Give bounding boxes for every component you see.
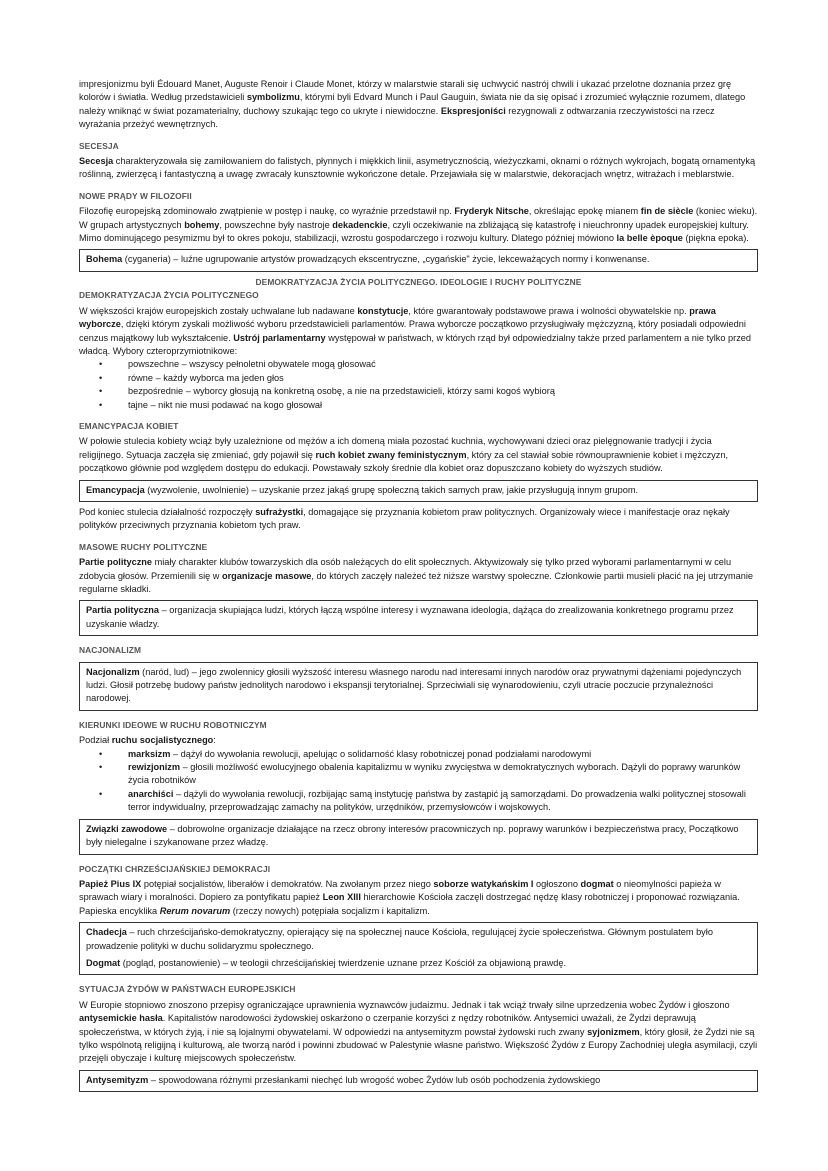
text: o nieomylności papieża w sprawach wiary i moralności. Dopiero za pontyfikatu papież — [79, 878, 721, 903]
definition-box-chadecja-dogmat — [79, 922, 758, 975]
text: , które gwarantowały podstawowe prawa i wolności obywatelskie np. — [408, 305, 690, 316]
list-item — [99, 385, 758, 398]
list-item — [99, 788, 758, 815]
definition-term: Bohema — [86, 254, 123, 265]
heading-sytuacja-zydow: SYTUACJA ŻYDÓW W PAŃSTWACH EUROPEJSKICH — [79, 984, 296, 995]
bold-term: Partie polityczne — [79, 557, 153, 568]
text: : — [213, 735, 216, 746]
bold-term: dogmat — [580, 878, 614, 889]
list-item — [99, 748, 758, 761]
definition-term: Partia polityczna — [86, 605, 160, 616]
list-item-text: tajne – nikt nie musi podawać na kogo głosował — [128, 399, 323, 410]
heading-demokratyzacja: DEMOKRATYZACJA ŻYCIA POLITYCZNEGO — [79, 290, 259, 301]
bold-term: soborze watykańskim I — [433, 878, 534, 889]
chadecja-paragraph — [79, 878, 758, 918]
heading-emancypacja: EMANCYPACJA KOBIET — [79, 420, 179, 431]
heading-chrzescijanska-demokracja: POCZĄTKI CHRZEŚCIJAŃSKIEJ DEMOKRACJI — [79, 863, 271, 874]
definition-term: Dogmat — [86, 957, 121, 968]
bold-term: Ustrój parlamentarny — [233, 332, 326, 343]
bullet-icon: • — [99, 359, 103, 370]
text: – ruch chrześcijańsko-demokratyczny, opierający się na społecznej nauce Kościoła, regulującej życie społeczeństwa. Głównym postulatem było prowadzenie polityki w duchu solidaryzmu społecznego. — [86, 927, 713, 951]
bold-term: antysemickie hasła — [79, 1013, 163, 1024]
text: , dzięki którym zyskali możliwość wyboru przedstawicieli parlamentów. Prawa wyborcze początkowo przysługiwały mężczyzną, który posiadali odpowiedni cenzus majątkowy lub wykształcenie. — [79, 319, 746, 343]
definition-text — [86, 1074, 751, 1087]
heading-secesja: SECESJA — [79, 140, 119, 151]
list-item — [99, 761, 758, 788]
definition-term: Emancypacja — [86, 484, 145, 495]
robotniczy-intro — [79, 734, 758, 747]
text: , domagające się przyznania kobietom praw politycznych. Organizowały wiece i manifestacje oraz nękały polityków przeciwnych przyznania kobietom tych praw. — [79, 506, 730, 531]
definition-box-partia — [79, 600, 758, 636]
text: (piękna epoka). — [682, 233, 749, 244]
bold-term: Fryderyk Nitsche — [454, 206, 529, 217]
bullet-icon: • — [99, 372, 103, 383]
emancypacja-paragraph — [79, 435, 758, 475]
heading-filozofia: NOWE PRĄDY W FILOZOFII — [79, 190, 192, 201]
definition-term: Antysemityzm — [86, 1074, 149, 1085]
text: – organizacja skupiająca ludzi, których łączą wspólne interesy i wyznawana ideologia, dążąca do zrealizowania konkretnego programu przez uzyskanie władzy. — [86, 605, 734, 629]
bold-term: prawa wyborcze — [79, 305, 716, 330]
ideology-bullet-list — [79, 748, 758, 815]
secesja-paragraph — [79, 155, 758, 182]
definition-term: Związki zawodowe — [86, 823, 168, 834]
definition-term: Chadecja — [86, 927, 127, 938]
bold-term: Secesja — [79, 156, 114, 167]
list-item — [99, 399, 758, 412]
bold-term: fin de siècle — [640, 206, 694, 217]
demokratyzacja-paragraph — [79, 305, 758, 359]
bold-term: Ekspresjoniści — [440, 105, 506, 116]
list-item-text: powszechne – wszyscy pełnoletni obywatele mogą głosować — [128, 359, 376, 370]
list-item-text: – głosili możliwość ewolucyjnego obalenia kapitalizmu w wyniku zwycięstwa w demokratycznych wyborach. Dążyli do poprawy warunków życia robotników — [128, 762, 741, 786]
bullet-icon: • — [99, 399, 103, 410]
bold-term: organizacje masowe — [221, 570, 312, 581]
section-title: DEMOKRATYZACJA ŻYCIA POLITYCZNEGO. IDEOLOGIE I RUCHY POLITYCZNE — [255, 276, 582, 287]
election-bullet-list — [79, 358, 758, 412]
sufrazystki-paragraph — [79, 506, 758, 533]
text: – dobrowolne organizacje działające na rzecz obrony interesów pracowniczych np. poprawy warunków i bezpieczeństwa pracy, Początkowo były nielegalne i szykanowane przez władzę. — [86, 823, 739, 848]
list-item-text: – dążyli do wywołania rewolucji, rozbijając samą instytucję państwa by zastąpić ją samorządami. Do prowadzenia walki politycznej stosowali terror indywidualny, przeprowadzając zamachy na polityków, urzędników, przemysłowców i wojskowych. — [128, 788, 746, 813]
text: Podział — [79, 735, 112, 746]
list-item-text: – dążył do wywołania rewolucji, apelując o solidarność klasy robotniczej ponad podziałami narodowymi — [170, 748, 592, 759]
text: (rzeczy nowych) potępiała socjalizm i kapitalizm. — [230, 905, 430, 916]
text: (naród, lud) – jego zwolennicy głosili wyższość interesu własnego narodu nad interesami innych narodów oraz prywatnymi dążeniami pojedynczych ludzi. Głosił potrzebę budowy państw jednolitych narodowo i ekspansji terytorialnej. Sprzeciwiali się wynarodowieniu, czyli utracie poczucie przynależności narodowej. — [86, 666, 742, 704]
text: . Kapitalistów narodowości żydowskiej oskarżono o czerpanie korzyści z nędzy robotników. Antysemici uważali, że Żydzi deprawują społeczeństwa, w których żyją, i nie są lojalnymi obywatelami. W odpowiedzi na antysemityzm powstał żydowski ruch zwany — [79, 1013, 696, 1037]
heading-masowe-ruchy: MASOWE RUCHY POLITYCZNE — [79, 541, 208, 552]
text: rezygnowali z odtwarzania rzeczywistości na rzecz wyrażania przeżyć wewnętrznych. — [79, 105, 715, 130]
text: , określając epokę mianem — [528, 206, 641, 217]
definition-text — [86, 926, 751, 953]
list-item-text: równe – każdy wyborca ma jeden głos — [128, 372, 284, 383]
text: (pogląd, postanowienie) – w teologii chrześcijańskiej twierdzenie uznane przez Kościół za objawioną prawdę. — [120, 957, 567, 968]
bold-term: rewizjonizm — [128, 762, 181, 773]
text: hierarchowie Kościoła zaczęli dostrzegać nędzę klasy robotniczej i proponować rozwiązania. Papieska encyklika — [79, 892, 740, 916]
definition-text — [86, 823, 751, 850]
text: (koniec wieku). W grupach artystycznych — [79, 206, 758, 230]
definition-term: Nacjonalizm — [86, 666, 140, 677]
bold-term: la belle èpoque — [616, 233, 683, 244]
definition-box-bohema — [79, 249, 758, 271]
text: potępiał socjalistów, liberałów i demokratów. Na zwołanym przez niego — [141, 878, 434, 889]
list-item-text: bezpośrednie – wyborcy głosują na konkretną osobę, a nie na przedstawicieli, którzy sami kogoś wybiorą — [128, 386, 555, 397]
text: (cyganeria) – luźne ugrupowanie artystów prowadzących ekscentryczne, „cygańskie" życie, lekceważących normy i konwenanse. — [122, 254, 650, 265]
bold-term: Papież Pius IX — [79, 878, 142, 889]
heading-nacjonalizm: NACJONALIZM — [79, 645, 142, 656]
heading-ruch-robotniczy: KIERUNKI IDEOWE W RUCHU ROBOTNICZYM — [79, 719, 267, 730]
definition-text — [86, 253, 751, 266]
text: , który za cel stawiał sobie równouprawnienie kobiet i mężczyzn, początkowo głównie pod względem dostępu do edukacji. Powstawały szkoły średnie dla kobiet oraz dopuszczano kobiety do wyższych studiów. — [79, 449, 729, 474]
bullet-icon: • — [99, 386, 103, 397]
bullet-icon: • — [99, 762, 103, 773]
text: , do których zaczęły należeć też niższe warstwy społeczne. Członkowie partii musieli płacić na jej utrzymanie regularne składki. — [79, 570, 754, 594]
masowe-paragraph — [79, 556, 758, 596]
bold-term: marksizm — [128, 748, 171, 759]
bold-term: ruch kobiet zwany feministycznym — [315, 449, 467, 460]
intro-paragraph — [79, 78, 758, 132]
zydzi-paragraph — [79, 999, 758, 1066]
bold-term: anarchiści — [128, 788, 174, 799]
text: charakteryzowała się zamiłowaniem do falistych, płynnych i miękkich linii, asymetrycznością, wieżyczkami, oknami o różnych wykrojach, bogatą ornamentyką roślinną, zwierzęcą i fantastyczną a uwagę zwracały kunsztownie wykończone detale. Przejawiała się w malarstwie, dekoracjach wnętrz, witrażach i meblarstwie. — [79, 156, 756, 180]
bold-term: ruchu socjalistycznego — [111, 735, 214, 746]
text: W Europie stopniowo znoszono przepisy ograniczające uprawnienia wyznawców judaizmu. Jednak i tak wciąż trwały silne uprzedzenia wobec Żydów i głoszono — [79, 999, 730, 1010]
bold-term: symbolizmu — [246, 92, 300, 103]
definition-text — [86, 484, 751, 497]
text: , powszechne były nastroje — [219, 219, 333, 230]
bold-term: konstytucje — [357, 305, 409, 316]
text: W większości krajów europejskich zostały uchwalane lub nadawane — [79, 305, 358, 316]
list-item — [99, 372, 758, 385]
definition-text — [86, 666, 751, 706]
bullet-icon: • — [99, 748, 103, 759]
definition-text — [86, 604, 751, 631]
text: Pod koniec stulecia działalność rozpoczęły — [79, 506, 256, 517]
text: W połowie stulecia kobiety wciąż były uzależnione od mężów a ich domeną miała pozostać kuchnia, wychowywani dzieci oraz pielęgnowanie tradycji i życia religijnego. Sytuacja zaczęła się zmieniać, gdy pojawił się — [79, 436, 712, 460]
bold-italic-term: Rerum novarum — [159, 905, 231, 916]
bullet-icon: • — [99, 788, 103, 799]
bold-term: sufrażystki — [255, 506, 304, 517]
text: impresjonizmu byli Édouard Manet, Auguste Renoir i Claude Monet, którzy w malarstwie starali się uchwycić nastrój chwili i ukazać przelotne doznania przez grę kolorów i światła. Według przedstawicieli — [79, 79, 732, 103]
list-item — [99, 358, 758, 371]
text: występował w państwach, w których rząd był odpowiedzialny także przed parlamentem a nie tylko przed władcą. Wybory czteroprzymiotnikowe: — [79, 332, 752, 356]
text: miały charakter klubów towarzyskich dla osób należących do elit społecznych. Aktywizowały się tylko przed wyborami parlamentarnymi w celu zdobycia głosów. Przemienili się w — [79, 557, 732, 581]
text: Filozofię europejską zdominowało zwątpienie w postęp i naukę, co wyraźnie przedstawił np. — [79, 206, 455, 217]
text: – spowodowana różnymi przesłankami niechęć lub wrogość wobec Żydów lub osób pochodzenia żydowskiego — [148, 1074, 601, 1085]
bold-term: Leon XIII — [322, 892, 361, 903]
text: (wyzwolenie, uwolnienie) – uzyskanie przez jakąś grupę społeczną takich samych praw, jakie przysługują innym grupom. — [144, 484, 639, 495]
definition-box-zwiazki-zawodowe — [79, 819, 758, 855]
filozofia-paragraph — [79, 205, 758, 245]
bold-term: dekadenckie — [332, 219, 388, 230]
bold-term: bohemy — [184, 219, 220, 230]
text: , czyli oczekiwanie na zbliżającą się katastrofę i nieuchronny upadek europejskiej kultury. Mimo dominującego pesymizmu był to okres pokoju, stabilizacji, wzrostu gospodarczego i rozwoju kultury. Dlatego później mówiono — [79, 219, 749, 244]
text: , który głosił, że Żydzi nie są tylko wspólnotą religijną i kulturową, ale tworzą naród i powinni zbudować w Palestynie własne państwo. Większość Żydów z Europy Zachodniej uległa asymilacji, czyli przejęli obyczaje i kulturę miejscowych społeczeństw. — [79, 1026, 758, 1064]
text: , którymi byli Edvard Munch i Paul Gauguin, świata nie da się opisać i zrozumieć wyłącznie rozumem, dlatego należy wniknąć w świat pozamaterialny, duchowy szukając tego co ukryte i niewidoczne. — [79, 92, 746, 116]
definition-text — [86, 957, 751, 970]
definition-box-emancypacja — [79, 480, 758, 502]
bold-term: syjonizmem — [587, 1026, 640, 1037]
definition-box-nacjonalizm — [79, 662, 758, 711]
text: ogłoszono — [533, 878, 581, 889]
definition-box-antysemityzm — [79, 1070, 758, 1092]
